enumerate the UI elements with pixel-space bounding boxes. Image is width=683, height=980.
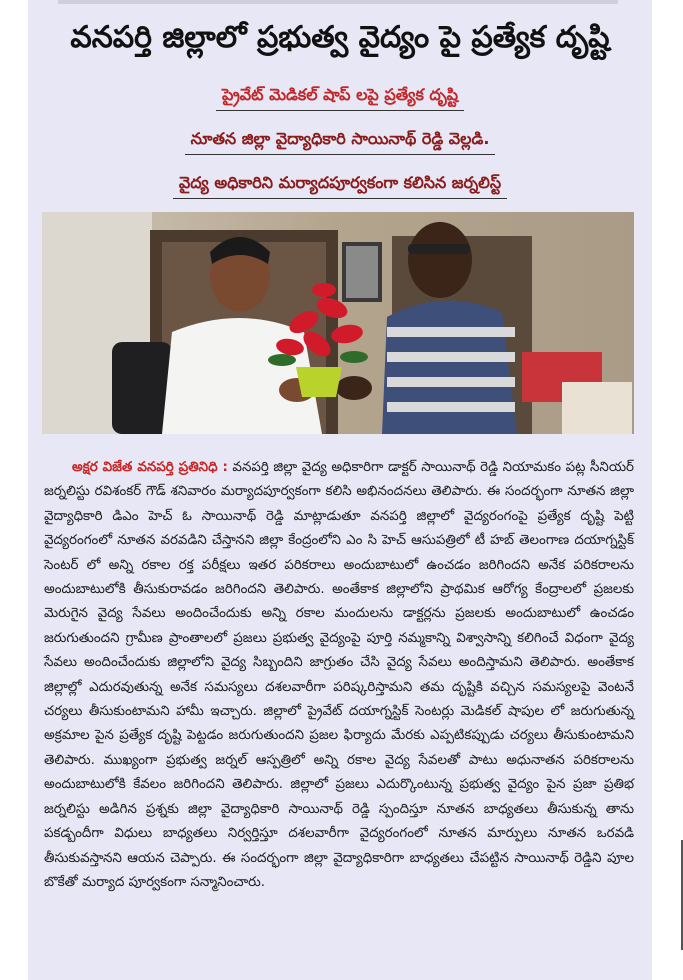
subheading-text: వైద్య అధికారిని మర్యాదపూర్వకంగా కలిసిన జర్నలిస్ట్	[173, 170, 507, 199]
photo-white-box	[562, 382, 632, 434]
photo-right-man-glasses	[408, 244, 470, 254]
photo-pot	[296, 367, 342, 397]
headline: వనపర్తి జిల్లాలో ప్రభుత్వ వైద్యం పై ప్రత్యేక దృష్టి	[70, 20, 610, 55]
photo-illustration	[42, 212, 634, 434]
byline: అక్షర విజేత వనపర్తి ప్రతినిధి :	[72, 460, 228, 475]
photo-shirt-stripe	[387, 402, 515, 412]
photo-chair	[112, 342, 172, 434]
subheading-new-dmho	[28, 126, 652, 155]
clipping-top-edge	[58, 0, 618, 4]
photo-right-man-head	[408, 222, 472, 298]
subheading-text: ప్రైవేట్ మెడికల్ షాప్ లపై ప్రత్యేక దృష్టి	[216, 82, 464, 111]
photo-shirt-stripe	[387, 377, 515, 387]
article-body	[44, 456, 634, 895]
article-body-text: వనపర్తి జిల్లా వైద్య అధికారిగా డాక్టర్ సాయినాథ్ రెడ్డి నియామకం పట్ల సీనియర్ జర్నలిస్టు రవిశంకర్ గౌడ్ శనివారం మర్యాదపూర్వకంగా కలిసి అభినందనలు తెలిపారు. ఈ సందర్భంగా నూతన జిల్లా వైద్యాధికారి డిఎం హెచ్ ఓ సాయినాథ్ రెడ్డి మాట్లాడుతూ వనపర్తి జిల్లాలో వైద్యరంగంపై ప్రత్యేక దృష్టి పెట్టి వైద్యరంగంలో నూతన వరవడిని చేస్తానని జిల్లా కేంద్రంలోని ఎం సి హెచ్ ఆసుపత్రిలో టీ హబ్ తెలంగాణ దయాగ్నస్టిక్ సెంటర్ లో అన్ని రకాల రక్త పరీక్షలు ఇతర పరికరాలు అందుబాటులో ఉంచడం జరిగిందని అనేక పరికరాలను అందుబాటులోకి తీసుకురావడం జరిగిందని తెలిపారు. అంతేకాక జిల్లాలోని ప్రాథమిక ఆరోగ్య కేంద్రాలలో ప్రజలకు మెరుగైన వైద్య సేవలు అందించేందుకు అన్ని రకాల మందులను డాక్టర్లను ప్రజలకు అందుబాటులో ఉంచడం జరుగుతుందని గ్రామీణ ప్రాంతాలలో ప్రజలు ప్రభుత్వ వైద్యంపై పూర్తి నమ్మకాన్ని విశ్వాసాన్ని కలిగించే విధంగా వైద్య సేవలు అందించేందుకు జిల్లాలోని వైద్య సిబ్బందిని జాగ్రుతం చేసి వైద్య సేవలు అందిస్తామని తెలిపారు. అంతేకాక జిల్లాల్లో ఎదురవుతున్న అనేక సమస్యలు దశలవారీగా పరిష్కరిస్తామని తమ దృష్టికి వచ్చిన సమస్యలపై వెంటనే చర్యలు తీసుకుంటామని హామీ ఇచ్చారు. జిల్లాలో ప్రైవేట్ దయాగ్నస్టిక్ సెంటర్లు మెడికల్ షాపుల లో జరుగుతున్న అక్రమాల పైన ప్రత్యేక దృష్టి పెట్టడం జరుగుతుందని ప్రజల ఫిర్యాదు మేరకు ఎప్పటికప్పుడు చర్యలు తీసుకుంటామని తెలిపారు. ముఖ్యంగా ప్రభుత్వ జర్నల్ ఆస్పత్రిలో అన్ని రకాల వైద్య సేవలతో పాటు అధునాతన పరికరాలను అందుబాటులోకి కేవలం జరిగిందని తెలిపారు. జిల్లాలో ప్రజలు ఎదుర్కొంటున్న ప్రభుత్వ వైద్యం పైన ప్రజా ప్రతిభ జర్నలిస్టు అడిగిన ప్రశ్నకు జిల్లా వైద్యాధికారి సాయినాథ్ రెడ్డి స్పందిస్తూ నూతన బాధ్యతలు తీసుకున్న తాను పకడ్బందీగా విధులు బాధ్యతలు నిర్వర్తిస్తూ దశలవారీగా వైద్యరంగంలో నూతన మార్పులు నూతన ఒరవడి తీసుకువస్తానని ఆయన చెప్పారు. ఈ సందర్భంగా జిల్లా వైద్యాధికారిగా బాధ్యతలు చేపట్టిన సాయినాథ్ రెడ్డిని పూల బొకేతో మర్యాద పూర్వకంగా సన్మానించారు.	[44, 460, 634, 890]
photo-frame-inner	[346, 246, 378, 298]
photo-right-man-shirt	[382, 301, 517, 434]
subheading-journalist-meeting	[28, 170, 652, 199]
newspaper-clipping	[28, 0, 652, 980]
photo-shirt-stripe	[387, 352, 515, 362]
subheading-private-medical-shops	[28, 82, 652, 111]
news-photo	[42, 212, 634, 434]
subheading-text: నూతన జిల్లా వైద్యాధికారి సాయినాథ్ రెడ్డి వెల్లడి.	[185, 126, 496, 155]
photo-shirt-stripe	[387, 327, 515, 337]
photo-hand	[336, 376, 372, 400]
